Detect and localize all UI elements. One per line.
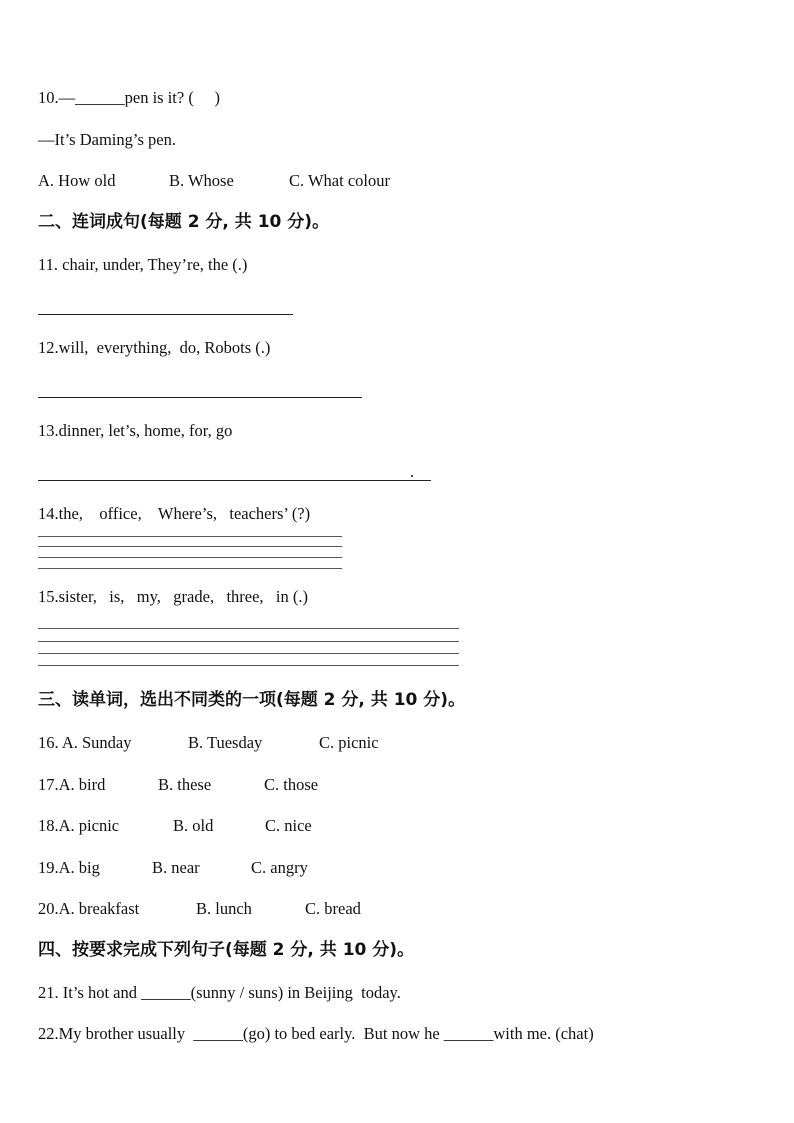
question-18-option-a: 18.A. picnic — [38, 816, 120, 835]
question-20-option-a: 20.A. breakfast — [38, 899, 140, 918]
answer-line-15-4 — [38, 665, 459, 666]
question-18-option-c: C. nice — [265, 816, 312, 835]
answer-line-14-2 — [38, 546, 342, 547]
question-12: 12.will, everything, do, Robots (.) — [38, 338, 271, 357]
question-22: 22.My brother usually ______(go) to bed early. But now he ______with me. (chat) — [38, 1024, 594, 1043]
answer-line-14-1 — [38, 536, 342, 537]
section-4-heading: 四、按要求完成下列句子(每题 2 分, 共 10 分)。 — [38, 940, 415, 960]
question-16-option-c: C. picnic — [319, 733, 379, 752]
question-14: 14.the, office, Where’s, teachers’ (?) — [38, 504, 311, 523]
question-10-option-c: C. What colour — [289, 171, 390, 190]
answer-line-14-4 — [38, 568, 342, 569]
answer-line-11 — [38, 314, 293, 315]
question-16-option-a: 16. A. Sunday — [38, 733, 132, 752]
question-11: 11. chair, under, They’re, the (.) — [38, 255, 248, 274]
question-20-option-c: C. bread — [305, 899, 361, 918]
question-10-answer: —It’s Daming’s pen. — [38, 130, 176, 149]
question-10: 10.—______pen is it? ( ) — [38, 88, 220, 107]
question-20-option-b: B. lunch — [196, 899, 252, 918]
question-17-option-a: 17.A. bird — [38, 775, 106, 794]
answer-line-15-1 — [38, 628, 459, 629]
question-16-option-b: B. Tuesday — [188, 733, 263, 752]
question-13-period: . — [410, 462, 415, 481]
section-3-heading: 三、读单词，选出不同类的一项(每题 2 分, 共 10 分)。 — [38, 690, 466, 710]
question-13: 13.dinner, let’s, home, for, go — [38, 421, 233, 440]
question-18-option-b: B. old — [173, 816, 214, 835]
answer-line-14-3 — [38, 557, 342, 558]
question-21: 21. It’s hot and ______(sunny / suns) in Beijing today. — [38, 983, 401, 1002]
question-19-option-a: 19.A. big — [38, 858, 100, 877]
answer-line-13 — [38, 480, 431, 481]
section-2-heading: 二、连词成句(每题 2 分, 共 10 分)。 — [38, 212, 330, 232]
question-19-option-c: C. angry — [251, 858, 308, 877]
answer-line-12 — [38, 397, 362, 398]
answer-line-15-2 — [38, 641, 459, 642]
question-19-option-b: B. near — [152, 858, 200, 877]
question-17-option-b: B. these — [158, 775, 212, 794]
question-10-option-b: B. Whose — [169, 171, 234, 190]
question-10-option-a: A. How old — [38, 171, 116, 190]
question-17-option-c: C. those — [264, 775, 319, 794]
question-15: 15.sister, is, my, grade, three, in (.) — [38, 587, 309, 606]
answer-line-15-3 — [38, 653, 459, 654]
